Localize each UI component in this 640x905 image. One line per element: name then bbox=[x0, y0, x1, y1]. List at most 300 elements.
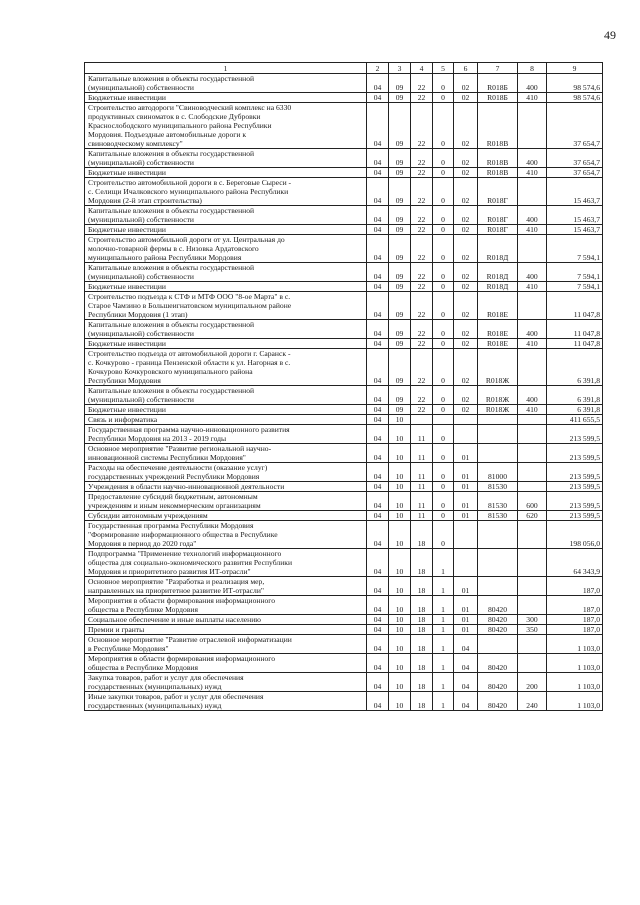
amount-value: 198 056,0 bbox=[547, 521, 603, 549]
subsection-code: 09 bbox=[389, 168, 411, 178]
direction-code: 80420 bbox=[478, 625, 518, 635]
subsection-code: 10 bbox=[389, 492, 411, 511]
subsection-code: 10 bbox=[389, 482, 411, 492]
amount-value: 1 103,0 bbox=[547, 635, 603, 654]
direction-code: R018Б bbox=[478, 74, 518, 93]
item-name-cell bbox=[85, 549, 367, 577]
program-code: 22 bbox=[411, 225, 433, 235]
program-code: 11 bbox=[411, 425, 433, 444]
program-code: 18 bbox=[411, 521, 433, 549]
subsection-code: 09 bbox=[389, 103, 411, 149]
direction-code bbox=[478, 521, 518, 549]
amount-value: 1 103,0 bbox=[547, 692, 603, 711]
item-name-line: Расходы на обеспечение деятельности (оказание услуг) bbox=[88, 463, 268, 472]
expense-type-code: 600 bbox=[518, 492, 547, 511]
expense-type-code: 410 bbox=[518, 282, 547, 292]
item-name-line: Основное мероприятие "Разработка и реализация мер, bbox=[88, 577, 265, 586]
table-row bbox=[85, 415, 603, 425]
direction-code: R018Г bbox=[478, 225, 518, 235]
section-code: 04 bbox=[367, 625, 389, 635]
amount-value: 187,0 bbox=[547, 625, 603, 635]
section-code: 04 bbox=[367, 492, 389, 511]
activity-code: 01 bbox=[454, 625, 478, 635]
activity-code: 02 bbox=[454, 405, 478, 415]
activity-code: 02 bbox=[454, 282, 478, 292]
subsection-code: 09 bbox=[389, 263, 411, 282]
subsection-code: 10 bbox=[389, 425, 411, 444]
expense-type-code bbox=[518, 654, 547, 673]
direction-code: R018В bbox=[478, 149, 518, 168]
table-row bbox=[85, 635, 603, 654]
table-row bbox=[85, 282, 603, 292]
amount-value: 7 594,1 bbox=[547, 263, 603, 282]
activity-code: 04 bbox=[454, 673, 478, 692]
item-name-line: "Формирование информационного общества в Республике bbox=[88, 530, 278, 539]
expense-type-code: 400 bbox=[518, 320, 547, 339]
direction-code bbox=[478, 415, 518, 425]
activity-code: 04 bbox=[454, 635, 478, 654]
subprogram-code: 0 bbox=[433, 93, 454, 103]
section-code: 04 bbox=[367, 596, 389, 615]
activity-code: 02 bbox=[454, 386, 478, 405]
item-name-line: Бюджетные инвестиции bbox=[88, 405, 166, 414]
item-name-cell bbox=[85, 444, 367, 463]
expense-type-code: 410 bbox=[518, 405, 547, 415]
program-code: 18 bbox=[411, 654, 433, 673]
item-name-line: Мордовия. Подъездные автомобильные дороги к bbox=[88, 130, 247, 139]
table-body bbox=[85, 74, 603, 711]
subsection-code: 09 bbox=[389, 206, 411, 225]
expense-type-code bbox=[518, 444, 547, 463]
expense-type-code bbox=[518, 577, 547, 596]
item-name-cell bbox=[85, 292, 367, 320]
subprogram-code: 0 bbox=[433, 339, 454, 349]
activity-code: 02 bbox=[454, 235, 478, 263]
section-code: 04 bbox=[367, 425, 389, 444]
activity-code bbox=[454, 521, 478, 549]
amount-value: 1 103,0 bbox=[547, 654, 603, 673]
item-name-line: Социальное обеспечение и иные выплаты населению bbox=[88, 615, 261, 624]
section-code: 04 bbox=[367, 292, 389, 320]
amount-value: 6 391,8 bbox=[547, 349, 603, 386]
header-cell: 4 bbox=[411, 63, 433, 74]
item-name-line: (муниципальной) собственности bbox=[88, 83, 194, 92]
table-row bbox=[85, 482, 603, 492]
amount-value: 6 391,8 bbox=[547, 386, 603, 405]
item-name-cell bbox=[85, 692, 367, 711]
amount-value: 213 599,5 bbox=[547, 425, 603, 444]
subsection-code: 09 bbox=[389, 225, 411, 235]
section-code: 04 bbox=[367, 511, 389, 521]
section-code: 04 bbox=[367, 178, 389, 206]
amount-value: 213 599,5 bbox=[547, 492, 603, 511]
section-code: 04 bbox=[367, 349, 389, 386]
item-name-cell bbox=[85, 339, 367, 349]
item-name-line: свиноводческому комплексу" bbox=[88, 139, 183, 148]
item-name-line: Кочкурово Кочкуровского муниципального района bbox=[88, 367, 253, 376]
table-row bbox=[85, 149, 603, 168]
item-name-cell bbox=[85, 178, 367, 206]
subsection-code: 10 bbox=[389, 415, 411, 425]
direction-code bbox=[478, 635, 518, 654]
program-code: 11 bbox=[411, 463, 433, 482]
item-name-cell bbox=[85, 282, 367, 292]
subsection-code: 09 bbox=[389, 282, 411, 292]
program-code: 22 bbox=[411, 103, 433, 149]
item-name-line: Бюджетные инвестиции bbox=[88, 225, 166, 234]
program-code: 22 bbox=[411, 149, 433, 168]
item-name-line: Закупка товаров, работ и услуг для обеспечения bbox=[88, 673, 244, 682]
subsection-code: 10 bbox=[389, 549, 411, 577]
section-code: 04 bbox=[367, 463, 389, 482]
item-name-line: государственных учреждений Республики Мордовия bbox=[88, 472, 260, 481]
subsection-code: 10 bbox=[389, 615, 411, 625]
section-code: 04 bbox=[367, 74, 389, 93]
section-code: 04 bbox=[367, 415, 389, 425]
item-name-line: общества для социально-экономического развития Республики bbox=[88, 558, 293, 567]
item-name-cell bbox=[85, 386, 367, 405]
expense-type-code: 410 bbox=[518, 93, 547, 103]
section-code: 04 bbox=[367, 149, 389, 168]
program-code: 11 bbox=[411, 482, 433, 492]
direction-code bbox=[478, 577, 518, 596]
item-name-line: Капитальные вложения в объекты государственной bbox=[88, 263, 255, 272]
item-name-line: Подпрограмма "Применение технологий информационного bbox=[88, 549, 282, 558]
subprogram-code: 0 bbox=[433, 292, 454, 320]
item-name-line: Учреждения в области научно-инновационной деятельности bbox=[88, 482, 285, 491]
table-row bbox=[85, 225, 603, 235]
item-name-line: Мордовия в период до 2020 года" bbox=[88, 539, 197, 548]
subprogram-code: 0 bbox=[433, 263, 454, 282]
subprogram-code: 0 bbox=[433, 225, 454, 235]
table-row bbox=[85, 178, 603, 206]
table-row bbox=[85, 320, 603, 339]
item-name-line: Связь и информатика bbox=[88, 415, 158, 424]
expense-type-code: 620 bbox=[518, 511, 547, 521]
subsection-code: 09 bbox=[389, 74, 411, 93]
amount-value: 7 594,1 bbox=[547, 235, 603, 263]
program-code bbox=[411, 415, 433, 425]
item-name-line: общества в Республике Мордовия bbox=[88, 663, 198, 672]
item-name-line: с. Селищи Ичалковского муниципального района Республики bbox=[88, 187, 289, 196]
item-name-cell bbox=[85, 405, 367, 415]
section-code: 04 bbox=[367, 263, 389, 282]
item-name-line: Строительство подъезда к СТФ и МТФ ООО "8-ое Марта" в с. bbox=[88, 292, 291, 301]
item-name-cell bbox=[85, 492, 367, 511]
section-code: 04 bbox=[367, 103, 389, 149]
activity-code: 01 bbox=[454, 463, 478, 482]
item-name-line: инновационной системы Республики Мордовия" bbox=[88, 453, 246, 462]
subprogram-code: 0 bbox=[433, 320, 454, 339]
table-row bbox=[85, 654, 603, 673]
activity-code: 01 bbox=[454, 492, 478, 511]
subsection-code: 09 bbox=[389, 339, 411, 349]
program-code: 22 bbox=[411, 93, 433, 103]
amount-value: 37 654,7 bbox=[547, 168, 603, 178]
program-code: 22 bbox=[411, 206, 433, 225]
amount-value: 187,0 bbox=[547, 615, 603, 625]
item-name-line: в Республике Мордовия" bbox=[88, 644, 169, 653]
subsection-code: 09 bbox=[389, 178, 411, 206]
section-code: 04 bbox=[367, 225, 389, 235]
subprogram-code: 1 bbox=[433, 654, 454, 673]
expense-type-code bbox=[518, 635, 547, 654]
subprogram-code: 0 bbox=[433, 521, 454, 549]
table-row bbox=[85, 577, 603, 596]
subprogram-code: 0 bbox=[433, 282, 454, 292]
activity-code: 02 bbox=[454, 320, 478, 339]
item-name-line: Капитальные вложения в объекты государственной bbox=[88, 149, 255, 158]
budget-table bbox=[84, 62, 603, 711]
item-name-cell bbox=[85, 521, 367, 549]
item-name-line: Бюджетные инвестиции bbox=[88, 339, 166, 348]
item-name-cell bbox=[85, 168, 367, 178]
program-code: 22 bbox=[411, 178, 433, 206]
program-code: 18 bbox=[411, 596, 433, 615]
item-name-line: направленных на приоритетное развитие ИТ-отрасли" bbox=[88, 586, 264, 595]
header-cell: 5 bbox=[433, 63, 454, 74]
subsection-code: 09 bbox=[389, 292, 411, 320]
table-row bbox=[85, 692, 603, 711]
subprogram-code: 0 bbox=[433, 168, 454, 178]
subsection-code: 10 bbox=[389, 692, 411, 711]
item-name-cell bbox=[85, 349, 367, 386]
subprogram-code: 0 bbox=[433, 103, 454, 149]
header-cell: 9 bbox=[547, 63, 603, 74]
expense-type-code: 410 bbox=[518, 168, 547, 178]
section-code: 04 bbox=[367, 320, 389, 339]
amount-value: 64 343,9 bbox=[547, 549, 603, 577]
direction-code: 80420 bbox=[478, 673, 518, 692]
direction-code: R018В bbox=[478, 103, 518, 149]
subprogram-code: 1 bbox=[433, 692, 454, 711]
subsection-code: 10 bbox=[389, 596, 411, 615]
expense-type-code bbox=[518, 596, 547, 615]
activity-code: 01 bbox=[454, 596, 478, 615]
section-code: 04 bbox=[367, 206, 389, 225]
subprogram-code: 0 bbox=[433, 386, 454, 405]
item-name-cell bbox=[85, 206, 367, 225]
item-name-cell bbox=[85, 235, 367, 263]
program-code: 22 bbox=[411, 339, 433, 349]
program-code: 22 bbox=[411, 349, 433, 386]
expense-type-code bbox=[518, 425, 547, 444]
program-code: 18 bbox=[411, 692, 433, 711]
item-name-line: Государственная программа Республики Мордовия bbox=[88, 521, 254, 530]
direction-code: R018Ж bbox=[478, 349, 518, 386]
item-name-cell bbox=[85, 415, 367, 425]
expense-type-code bbox=[518, 349, 547, 386]
item-name-line: Капитальные вложения в объекты государственной bbox=[88, 74, 255, 83]
subprogram-code: 0 bbox=[433, 74, 454, 93]
program-code: 22 bbox=[411, 168, 433, 178]
activity-code: 01 bbox=[454, 444, 478, 463]
direction-code bbox=[478, 425, 518, 444]
amount-value: 11 047,8 bbox=[547, 320, 603, 339]
subsection-code: 10 bbox=[389, 625, 411, 635]
item-name-line: Мероприятия в области формирования информационного bbox=[88, 596, 276, 605]
activity-code: 02 bbox=[454, 225, 478, 235]
section-code: 04 bbox=[367, 482, 389, 492]
item-name-line: Бюджетные инвестиции bbox=[88, 93, 166, 102]
table-row bbox=[85, 549, 603, 577]
item-name-cell bbox=[85, 425, 367, 444]
item-name-cell bbox=[85, 625, 367, 635]
program-code: 22 bbox=[411, 292, 433, 320]
expense-type-code bbox=[518, 549, 547, 577]
subsection-code: 10 bbox=[389, 521, 411, 549]
item-name-cell bbox=[85, 511, 367, 521]
item-name-line: Строительство автодороги "Свиноводческий комплекс на 6330 bbox=[88, 103, 292, 112]
table-row bbox=[85, 463, 603, 482]
item-name-cell bbox=[85, 74, 367, 93]
subprogram-code: 1 bbox=[433, 635, 454, 654]
table-row bbox=[85, 444, 603, 463]
subsection-code: 09 bbox=[389, 235, 411, 263]
table-row bbox=[85, 425, 603, 444]
subprogram-code: 0 bbox=[433, 511, 454, 521]
expense-type-code bbox=[518, 103, 547, 149]
item-name-line: учреждениям и иным некоммерческим организациям bbox=[88, 501, 261, 510]
activity-code: 02 bbox=[454, 93, 478, 103]
direction-code: 81530 bbox=[478, 492, 518, 511]
expense-type-code bbox=[518, 235, 547, 263]
table-row bbox=[85, 625, 603, 635]
item-name-line: (муниципальной) собственности bbox=[88, 215, 194, 224]
activity-code bbox=[454, 549, 478, 577]
expense-type-code: 400 bbox=[518, 386, 547, 405]
direction-code bbox=[478, 444, 518, 463]
item-name-cell bbox=[85, 577, 367, 596]
subsection-code: 10 bbox=[389, 673, 411, 692]
program-code: 22 bbox=[411, 405, 433, 415]
section-code: 04 bbox=[367, 549, 389, 577]
expense-type-code: 400 bbox=[518, 206, 547, 225]
table-row bbox=[85, 235, 603, 263]
item-name-line: государственных (муниципальных) нужд bbox=[88, 701, 222, 710]
activity-code: 01 bbox=[454, 577, 478, 596]
amount-value: 37 654,7 bbox=[547, 103, 603, 149]
table-row bbox=[85, 349, 603, 386]
subsection-code: 09 bbox=[389, 349, 411, 386]
table-row bbox=[85, 386, 603, 405]
amount-value: 187,0 bbox=[547, 577, 603, 596]
item-name-line: (муниципальной) собственности bbox=[88, 329, 194, 338]
item-name-line: Краснослободского муниципального района Республики bbox=[88, 121, 272, 130]
header-cell: 8 bbox=[518, 63, 547, 74]
table-row bbox=[85, 206, 603, 225]
item-name-line: Мероприятия в области формирования информационного bbox=[88, 654, 276, 663]
subprogram-code bbox=[433, 415, 454, 425]
item-name-line: Премии и гранты bbox=[88, 625, 145, 634]
item-name-line: Иные закупки товаров, работ и услуг для обеспечения bbox=[88, 692, 264, 701]
subsection-code: 09 bbox=[389, 93, 411, 103]
header-cell: 6 bbox=[454, 63, 478, 74]
table-row bbox=[85, 103, 603, 149]
page-number: 49 bbox=[604, 28, 616, 42]
section-code: 04 bbox=[367, 444, 389, 463]
table-row bbox=[85, 492, 603, 511]
program-code: 11 bbox=[411, 492, 433, 511]
expense-type-code bbox=[518, 482, 547, 492]
item-name-line: Бюджетные инвестиции bbox=[88, 282, 166, 291]
direction-code: R018Д bbox=[478, 235, 518, 263]
amount-value: 213 599,5 bbox=[547, 482, 603, 492]
direction-code: R018Е bbox=[478, 320, 518, 339]
subprogram-code: 0 bbox=[433, 235, 454, 263]
table-row bbox=[85, 168, 603, 178]
header-cell: 3 bbox=[389, 63, 411, 74]
section-code: 04 bbox=[367, 615, 389, 625]
amount-value: 15 463,7 bbox=[547, 206, 603, 225]
subsection-code: 09 bbox=[389, 149, 411, 168]
activity-code: 02 bbox=[454, 168, 478, 178]
amount-value: 7 594,1 bbox=[547, 282, 603, 292]
expense-type-code: 300 bbox=[518, 615, 547, 625]
program-code: 22 bbox=[411, 74, 433, 93]
program-code: 18 bbox=[411, 673, 433, 692]
activity-code: 02 bbox=[454, 339, 478, 349]
expense-type-code bbox=[518, 415, 547, 425]
subprogram-code: 1 bbox=[433, 615, 454, 625]
section-code: 04 bbox=[367, 521, 389, 549]
item-name-cell bbox=[85, 596, 367, 615]
table-row bbox=[85, 405, 603, 415]
direction-code: 81000 bbox=[478, 463, 518, 482]
item-name-line: продуктивных свиноматок в с. Слободские Дубровки bbox=[88, 112, 261, 121]
subprogram-code: 1 bbox=[433, 673, 454, 692]
item-name-line: (муниципальной) собственности bbox=[88, 158, 194, 167]
table-row bbox=[85, 511, 603, 521]
program-code: 22 bbox=[411, 235, 433, 263]
program-code: 18 bbox=[411, 549, 433, 577]
expense-type-code: 410 bbox=[518, 225, 547, 235]
activity-code: 02 bbox=[454, 292, 478, 320]
expense-type-code: 200 bbox=[518, 673, 547, 692]
item-name-cell bbox=[85, 615, 367, 625]
table-row bbox=[85, 263, 603, 282]
subprogram-code: 0 bbox=[433, 425, 454, 444]
section-code: 04 bbox=[367, 673, 389, 692]
direction-code: R018Е bbox=[478, 292, 518, 320]
section-code: 04 bbox=[367, 577, 389, 596]
section-code: 04 bbox=[367, 692, 389, 711]
activity-code: 02 bbox=[454, 206, 478, 225]
activity-code: 02 bbox=[454, 349, 478, 386]
table-row bbox=[85, 339, 603, 349]
amount-value: 15 463,7 bbox=[547, 225, 603, 235]
header-cell: 7 bbox=[478, 63, 518, 74]
item-name-line: Государственная программа научно-инновационного развития bbox=[88, 425, 290, 434]
direction-code: 81530 bbox=[478, 482, 518, 492]
expense-type-code bbox=[518, 178, 547, 206]
item-name-cell bbox=[85, 93, 367, 103]
direction-code: 80420 bbox=[478, 615, 518, 625]
expense-type-code: 400 bbox=[518, 149, 547, 168]
amount-value: 98 574,6 bbox=[547, 93, 603, 103]
subsection-code: 10 bbox=[389, 444, 411, 463]
subsection-code: 10 bbox=[389, 511, 411, 521]
subprogram-code: 0 bbox=[433, 482, 454, 492]
direction-code: R018Г bbox=[478, 206, 518, 225]
direction-code: R018Д bbox=[478, 282, 518, 292]
section-code: 04 bbox=[367, 386, 389, 405]
item-name-line: Основное мероприятие "Развитие отраслевой информатизации bbox=[88, 635, 292, 644]
item-name-line: Старое Чамзино в Большеигнатовском муниципальном районе bbox=[88, 301, 292, 310]
direction-code: 80420 bbox=[478, 596, 518, 615]
direction-code: R018Д bbox=[478, 263, 518, 282]
subprogram-code: 0 bbox=[433, 405, 454, 415]
